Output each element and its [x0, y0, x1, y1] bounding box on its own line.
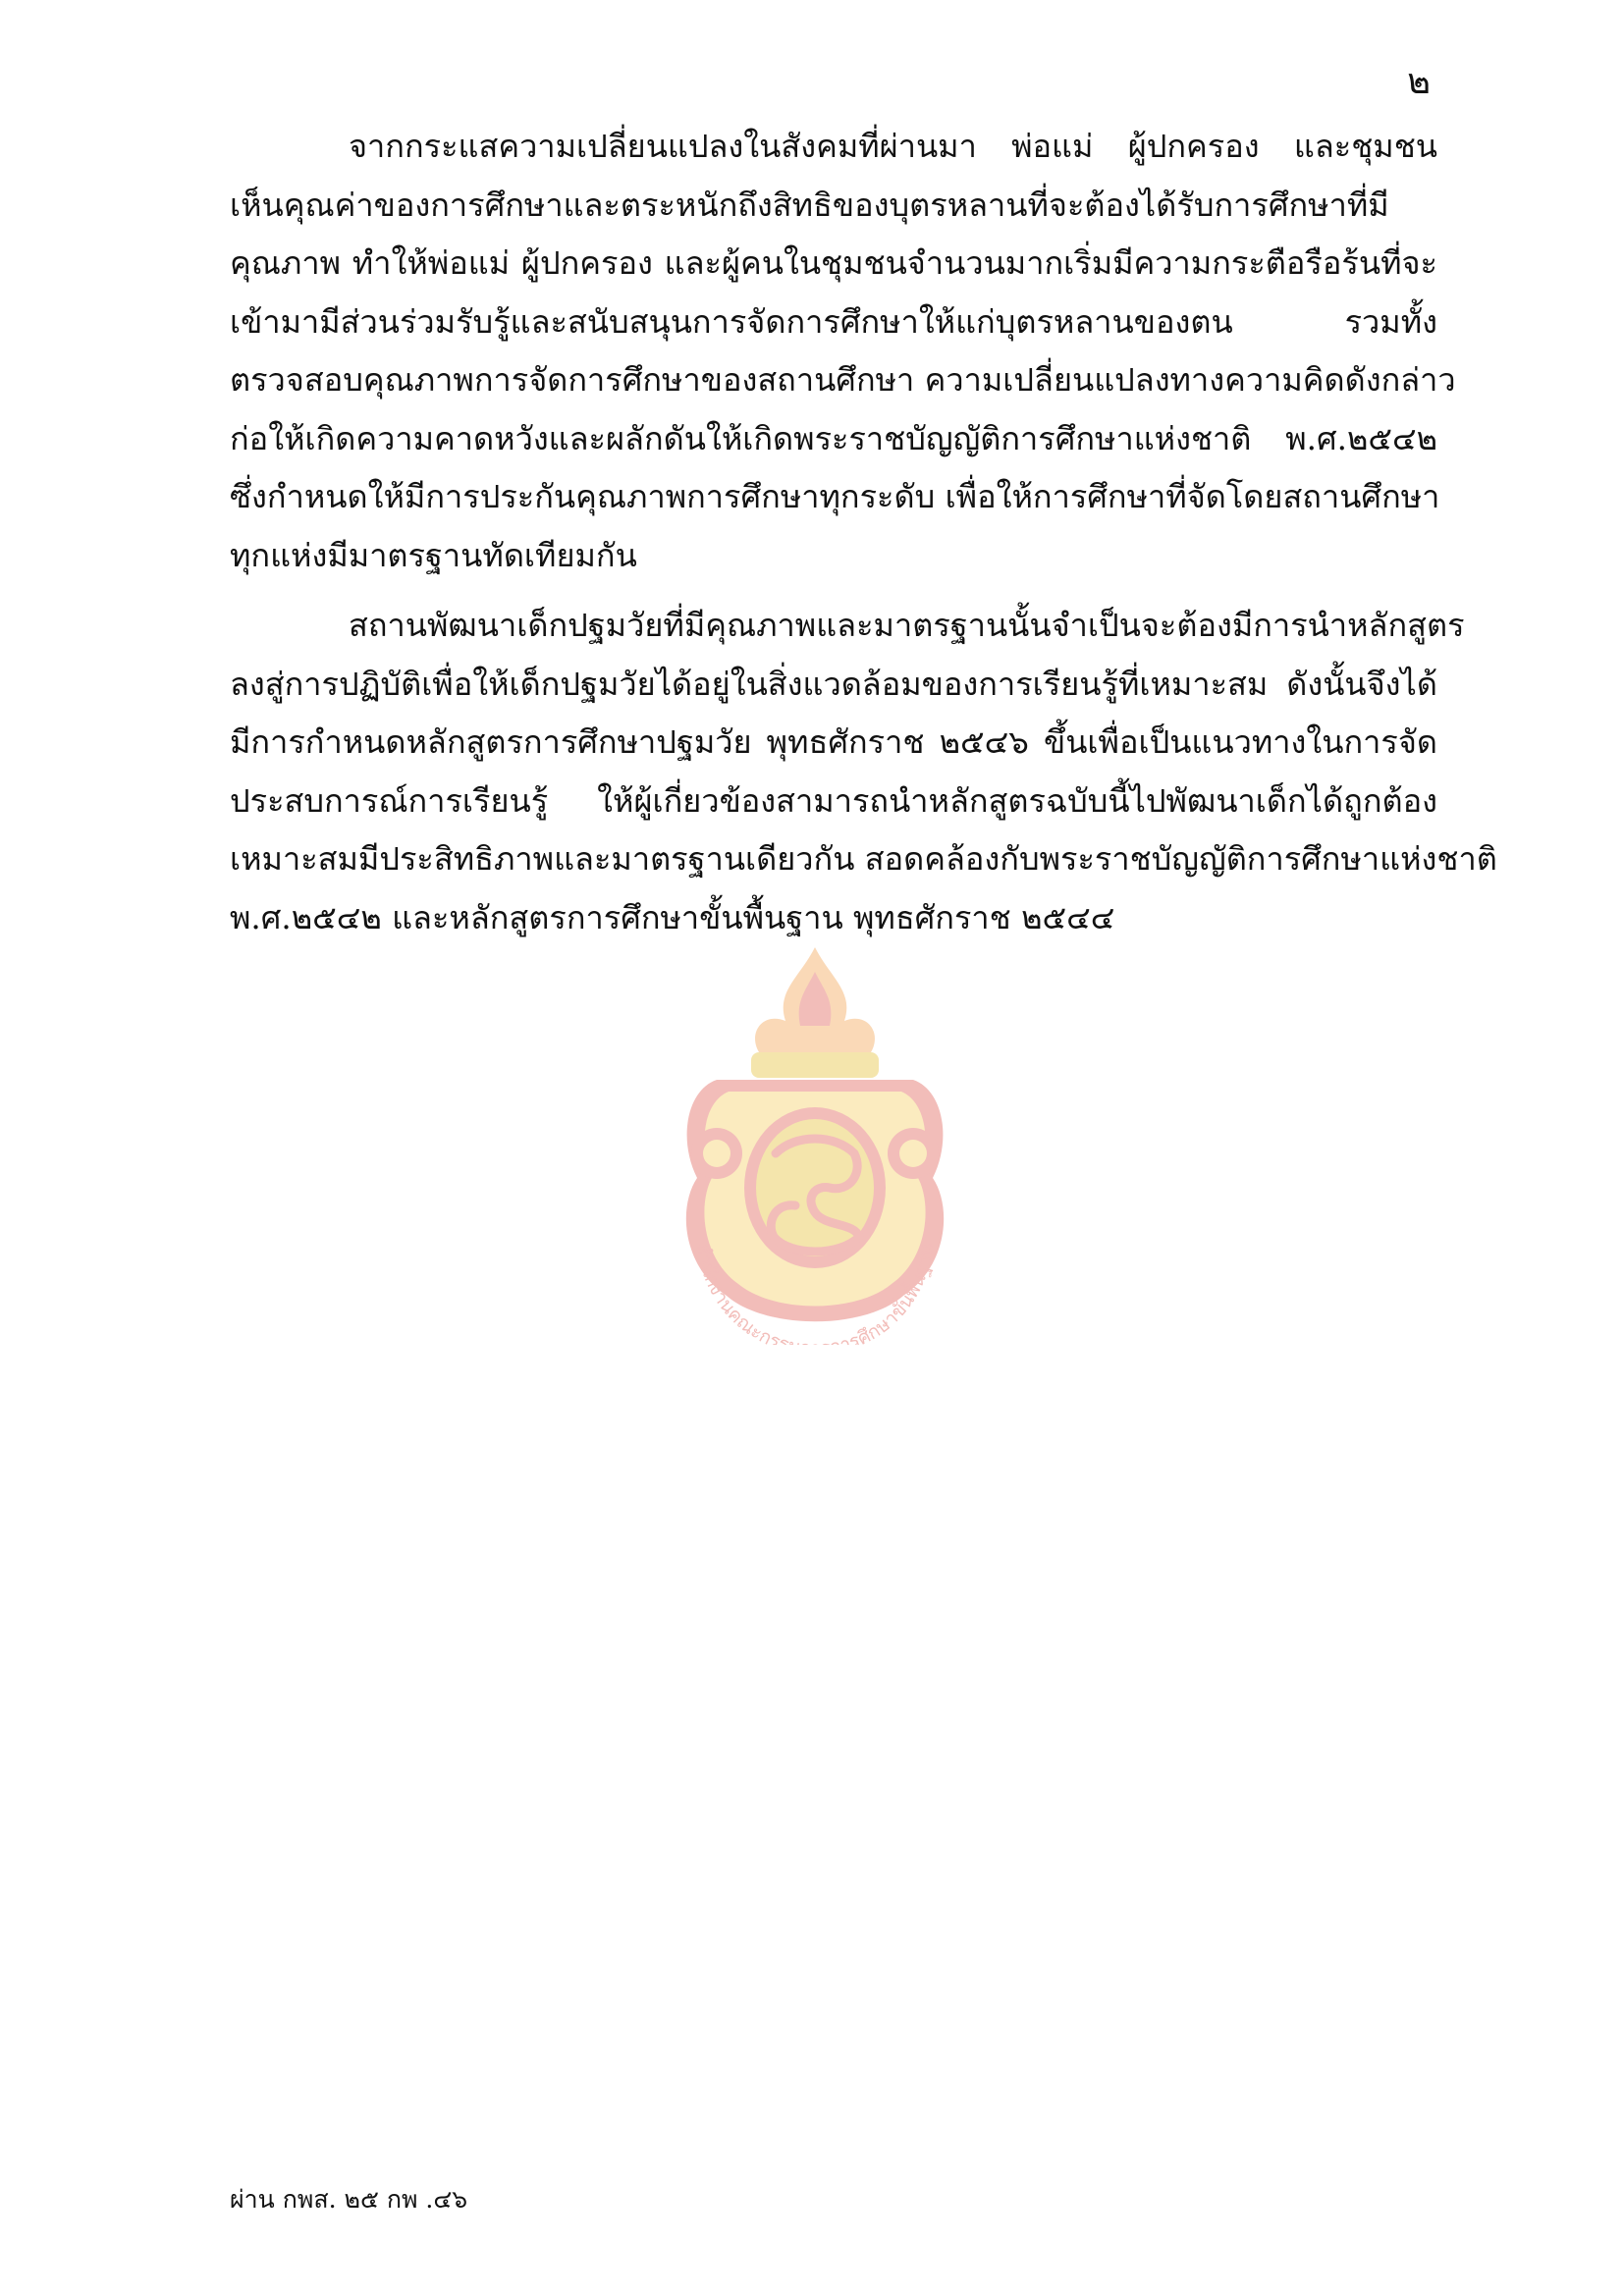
paragraph-2-line-4: ประสบการณ์การเรียนรู้ ให้ผู้เกี่ยวข้องสามารถนำหลักสูตรฉบับนี้ไปพัฒนาเด็กได้ถูกต้อง: [230, 781, 1437, 820]
paragraph-1-line-6: ก่อให้เกิดความคาดหวังและผลักดันให้เกิดพระราชบัญญัติการศึกษาแห่งชาติ พ.ศ.๒๕๔๒: [230, 419, 1437, 457]
paragraph-2-line-5: เหมาะสมมีประสิทธิภาพและมาตรฐานเดียวกัน สอดคล้องกับพระราชบัญญัติการศึกษาแห่งชาติ: [230, 840, 1497, 878]
paragraph-1-line-4: เข้ามามีส่วนร่วมรับรู้และสนับสนุนการจัดการศึกษาให้แก่บุตรหลานของตน รวมทั้ง: [230, 302, 1437, 341]
obec-seal-icon: [658, 942, 972, 1345]
document-body: [230, 118, 1497, 947]
footer-note: ผ่าน กพส. ๒๕ กพ .๔๖: [230, 2185, 468, 2214]
paragraph-1-line-2: เห็นคุณค่าของการศึกษาและตระหนักถึงสิทธิของบุตรหลานที่จะต้องได้รับการศึกษาที่มี: [230, 186, 1389, 224]
watermark-text: สำนักงานคณะกรร ารศึกษาขั้นพื้นฐาน: [691, 1241, 938, 1345]
paragraph-1-line-3: คุณภาพ ทำให้พ่อแม่ ผู้ปกครอง และผู้คนในชุมชนจำนวนมากเริ่มมีความกระตือรือร้นที่จะ: [230, 244, 1437, 282]
paragraph-2-line-2: ลงสู่การปฏิบัติเพื่อให้เด็กปฐมวัยได้อยู่ในสิ่งแวดล้อมของการเรียนรู้ที่เหมาะสม ดังนั้นจึงได้: [230, 665, 1437, 703]
paragraph-1-line-8: ทุกแห่งมีมาตรฐานทัดเทียมกัน: [230, 536, 637, 574]
paragraph-1-line-1: จากกระแสความเปลี่ยนแปลงในสังคมที่ผ่านมา พ่อแม่ ผู้ปกครอง และชุมชน: [349, 128, 1437, 165]
paragraph-2-line-6: พ.ศ.๒๕๔๒ และหลักสูตรการศึกษาขั้นพื้นฐาน พุทธศักราช ๒๕๔๔: [230, 898, 1115, 936]
paragraph-1-line-7: ซึ่งกำหนดให้มีการประกันคุณภาพการศึกษาทุกระดับ เพื่อให้การศึกษาที่จัดโดยสถานศึกษา: [230, 478, 1440, 515]
page-number: ๒: [1407, 62, 1431, 102]
svg-text:สำนักงานคณะกรรมการการศึกษาขั้น: [692, 1242, 938, 1345]
paragraph-2-line-1: สถานพัฒนาเด็กปฐมวัยที่มีคุณภาพและมาตรฐานนั้นจำเป็นจะต้องมีการนำหลักสูตร: [349, 607, 1465, 644]
paragraph-1-line-5: ตรวจสอบคุณภาพการจัดการศึกษาของสถานศึกษา ความเปลี่ยนแปลงทางความคิดดังกล่าว: [230, 361, 1456, 399]
paragraph-2-line-3: มีการกำหนดหลักสูตรการศึกษาปฐมวัย พุทธศักราช ๒๕๔๖ ขึ้นเพื่อเป็นแนวทางในการจัด: [230, 723, 1437, 761]
